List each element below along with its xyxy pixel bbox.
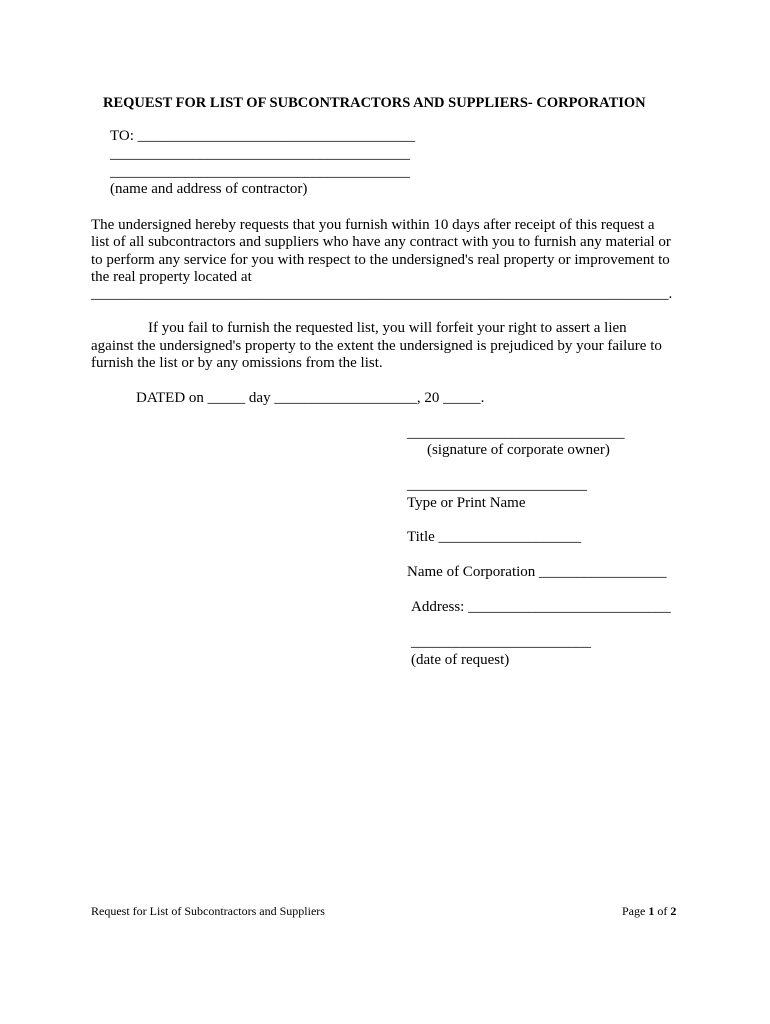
signature-line: _____________________________ bbox=[407, 425, 625, 441]
signature-caption: (signature of corporate owner) bbox=[427, 442, 610, 458]
title-field: Title ___________________ bbox=[407, 529, 582, 545]
paragraph-1-line: to perform any service for you with respect to the undersigned's real property or improvement to bbox=[91, 252, 670, 268]
page-title: REQUEST FOR LIST OF SUBCONTRACTORS AND SUPPLIERS- CORPORATION bbox=[103, 95, 646, 111]
print-name-label: Type or Print Name bbox=[407, 495, 526, 511]
contractor-caption: (name and address of contractor) bbox=[110, 181, 308, 197]
paragraph-1-line: the real property located at bbox=[91, 269, 252, 285]
footer-document-name: Request for List of Subcontractors and Suppliers bbox=[91, 904, 325, 918]
paragraph-2-line: furnish the list or by any omissions from the list. bbox=[91, 355, 383, 371]
page-prefix: Page bbox=[622, 904, 649, 918]
to-field-line-1: TO: _____________________________________ bbox=[110, 128, 416, 144]
address-field: Address: ___________________________ bbox=[411, 599, 671, 615]
paragraph-1-line: The undersigned hereby requests that you furnish within 10 days after receipt of this request a bbox=[91, 217, 655, 233]
paragraph-2-line: against the undersigned's property to the extent the undersigned is prejudiced by your failure to bbox=[91, 338, 662, 354]
print-name-line: ________________________ bbox=[407, 477, 587, 493]
dated-line: DATED on _____ day ___________________, 20 _____. bbox=[136, 390, 485, 406]
page-total: 2 bbox=[670, 904, 677, 918]
date-of-request-caption: (date of request) bbox=[411, 652, 510, 668]
paragraph-1-line: list of all subcontractors and suppliers who have any contract with you to furnish any material or bbox=[91, 234, 671, 250]
corporation-name-field: Name of Corporation _________________ bbox=[407, 564, 667, 580]
page-current: 1 bbox=[648, 904, 655, 918]
page-of: of bbox=[654, 904, 671, 918]
date-of-request-line: ________________________ bbox=[411, 634, 591, 650]
paragraph-2-line: If you fail to furnish the requested list, you will forfeit your right to assert a lien bbox=[148, 320, 627, 336]
to-field-line-3: ________________________________________ bbox=[110, 164, 410, 180]
property-location-line: _____________________________________________________________________________. bbox=[91, 286, 673, 302]
to-field-line-2: ________________________________________ bbox=[110, 146, 410, 162]
footer-page-number bbox=[622, 902, 676, 920]
